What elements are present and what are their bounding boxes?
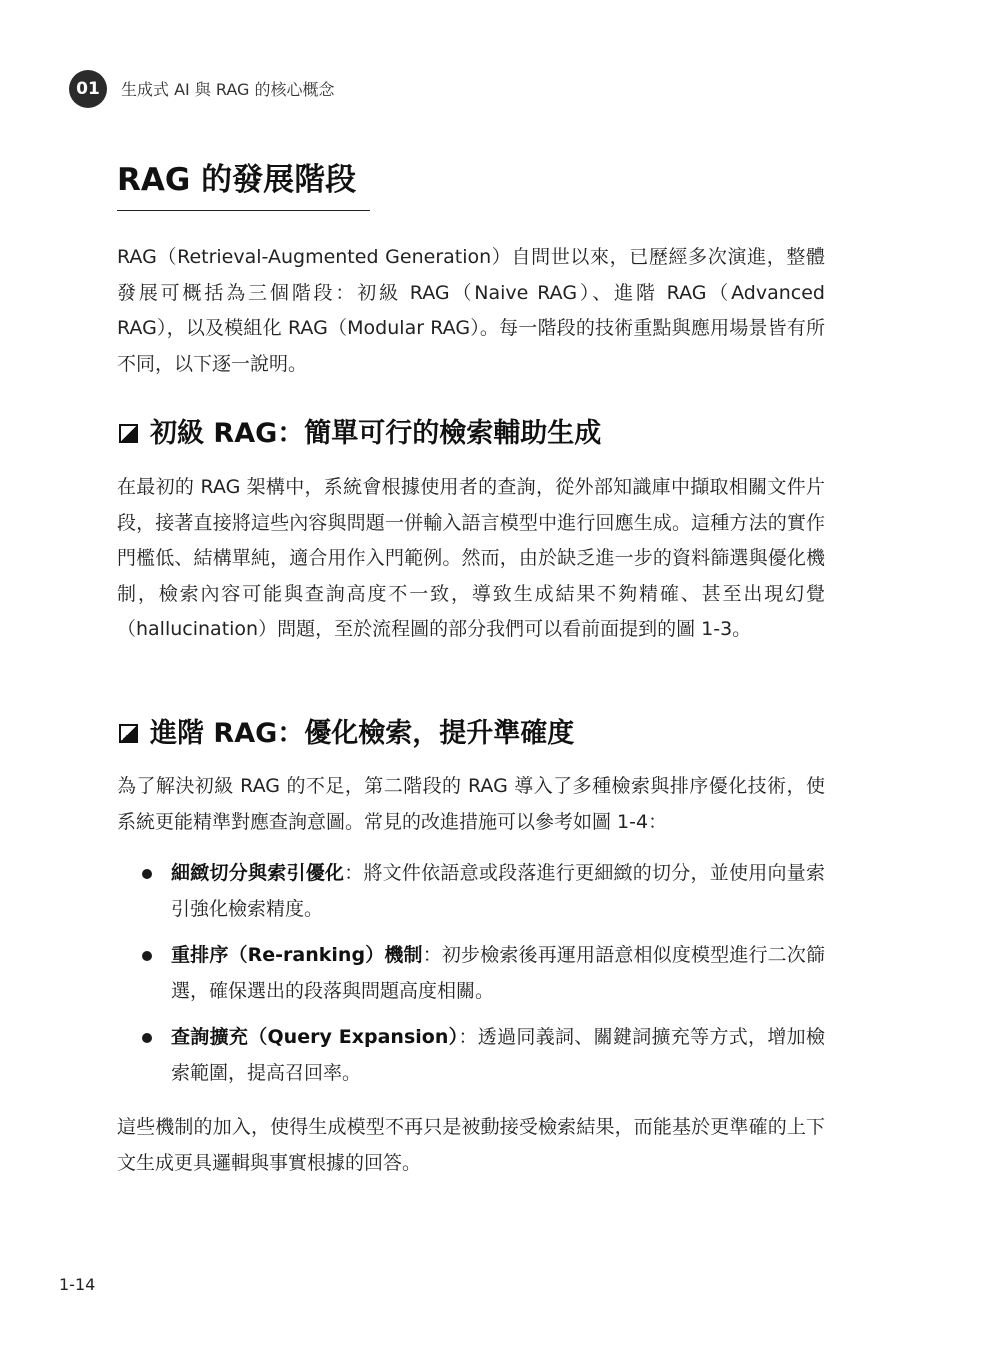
half-filled-square-icon xyxy=(119,424,138,443)
bullet-dot-icon xyxy=(142,869,152,879)
subsection-heading-naive-rag xyxy=(119,416,601,452)
section-title: RAG 的發展階段 xyxy=(117,160,370,211)
bullet-text: ：透過同義詞、關鍵詞擴充等方式，增加檢索範圍，提高召回率。 xyxy=(171,1026,825,1084)
list-item xyxy=(117,1020,825,1091)
list-item xyxy=(117,938,825,1009)
bullet-term: 細緻切分與索引優化 xyxy=(171,862,345,884)
bullet-dot-icon xyxy=(142,951,152,961)
bullet-term: 查詢擴充（Query Expansion） xyxy=(171,1026,459,1048)
naive-rag-paragraph: 在最初的 RAG 架構中，系統會根據使用者的查詢，從外部知識庫中擷取相關文件片段，接著直接將這些內容與問題一併輸入語言模型中進行回應生成。這種方法的實作門檻低、結構單純，適合用作入門範例。然而，由於缺乏進一步的資料篩選與優化機制，檢索內容可能與查詢高度不一致，導致生成結果不夠精確、甚至出現幻覺（hallucination）問題，至於流程圖的部分我們可以看前面提到的圖 1-3。 xyxy=(117,476,825,640)
chapter-title: 生成式 AI 與 RAG 的核心概念 xyxy=(121,80,335,99)
subsection-heading-advanced-rag xyxy=(119,716,574,752)
advanced-rag-paragraph: 為了解決初級 RAG 的不足，第二階段的 RAG 導入了多種檢索與排序優化技術，使系統更能精準對應查詢意圖。常見的改進措施可以參考如圖 1-4： xyxy=(117,775,825,833)
closing-paragraph: 這些機制的加入，使得生成模型不再只是被動接受檢索結果，而能基於更準確的上下文生成更具邏輯與事實根據的回答。 xyxy=(117,1116,825,1174)
improvement-bullet-list xyxy=(117,856,825,1102)
chapter-number-badge: 01 xyxy=(69,70,107,108)
list-item xyxy=(117,856,825,927)
half-filled-square-icon xyxy=(119,724,138,743)
bullet-term: 重排序（Re-ranking）機制 xyxy=(171,944,423,966)
subsection-heading-text: 初級 RAG：簡單可行的檢索輔助生成 xyxy=(150,418,602,449)
bullet-text: ：初步檢索後再運用語意相似度模型進行二次篩選，確保選出的段落與問題高度相關。 xyxy=(171,944,825,1002)
bullet-text: ：將文件依語意或段落進行更細緻的切分，並使用向量索引強化檢索精度。 xyxy=(171,862,825,920)
subsection-heading-text: 進階 RAG：優化檢索，提升準確度 xyxy=(150,718,575,749)
bullet-dot-icon xyxy=(142,1033,152,1043)
page-number: 1-14 xyxy=(59,1275,96,1294)
intro-paragraph: RAG（Retrieval-Augmented Generation）自問世以來，已歷經多次演進，整體發展可概括為三個階段：初級 RAG（Naive RAG）、進階 RAG（Advanced RAG），以及模組化 RAG（Modular RAG）。每一階段的技術重點與應用場景皆有所不同，以下逐一說明。 xyxy=(117,246,825,375)
